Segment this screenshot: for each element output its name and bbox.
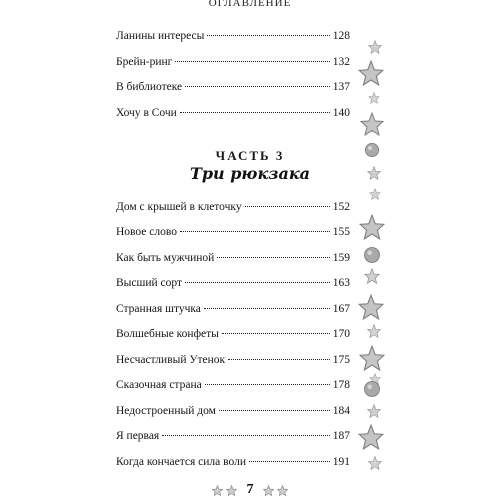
toc-entry[interactable] xyxy=(116,81,350,97)
toc-entry[interactable] xyxy=(116,56,350,72)
toc-entry-title: Брейн-ринг xyxy=(116,56,173,68)
toc-entry-page: 155 xyxy=(332,226,350,238)
toc-entry-page: 128 xyxy=(332,30,350,42)
toc-entry-title: Недостроенный дом xyxy=(116,405,216,417)
star-icon xyxy=(369,188,381,200)
toc-entry-page: 170 xyxy=(332,328,350,340)
toc-entry-title: Я первая xyxy=(116,430,160,442)
toc-entry-page: 159 xyxy=(332,252,350,264)
toc-leader-dots xyxy=(185,282,330,283)
toc-entry-page: 178 xyxy=(332,379,350,391)
toc-entry[interactable] xyxy=(116,107,350,123)
star-icon xyxy=(364,268,380,284)
toc-leader-dots xyxy=(205,384,330,385)
toc-entry-page: 137 xyxy=(332,81,350,93)
toc-entry[interactable] xyxy=(116,277,350,293)
toc-leader-dots xyxy=(180,231,330,232)
toc-entry-page: 184 xyxy=(332,405,350,417)
toc-leader-dots xyxy=(222,333,330,334)
toc-entry-page: 152 xyxy=(332,201,350,213)
toc-entry[interactable] xyxy=(116,328,350,344)
ball-icon xyxy=(364,142,380,158)
toc-leader-dots xyxy=(180,112,330,113)
toc-leader-dots xyxy=(249,461,330,462)
toc-entry[interactable] xyxy=(116,303,350,319)
part-subtitle: Три рюкзака xyxy=(189,164,311,183)
star-icon xyxy=(359,345,385,371)
star-icon xyxy=(358,60,384,86)
toc-entry-title: Высший сорт xyxy=(116,277,183,289)
toc-entry-title: Как быть мужчиной xyxy=(116,252,215,264)
toc-entry[interactable] xyxy=(116,252,350,268)
page-header: ОГЛАВЛЕНИЕ xyxy=(208,0,292,9)
toc-entry-page: 140 xyxy=(332,107,350,119)
toc-entry-title: Дом с крышей в клеточку xyxy=(116,201,242,213)
toc-leader-dots xyxy=(217,257,329,258)
toc-entry[interactable] xyxy=(116,226,350,242)
toc-entry[interactable] xyxy=(116,30,350,46)
star-icon xyxy=(358,294,384,320)
toc-entry-page: 163 xyxy=(332,277,350,289)
toc-leader-dots xyxy=(228,359,330,360)
part-title: ЧАСТЬ 3 xyxy=(215,148,285,163)
toc-entry[interactable] xyxy=(116,456,350,472)
toc-leader-dots xyxy=(185,86,330,87)
toc-leader-dots xyxy=(207,35,329,36)
star-icon xyxy=(277,485,288,496)
page-number: 7 xyxy=(246,482,254,497)
toc-entry-title: В библиотеке xyxy=(116,81,183,93)
toc-entry-title: Волшебные конфеты xyxy=(116,328,219,340)
star-icon xyxy=(367,324,381,338)
toc-entry-page: 167 xyxy=(332,303,350,315)
toc-entry-page: 191 xyxy=(332,456,350,468)
star-icon xyxy=(367,404,381,418)
toc-leader-dots xyxy=(162,435,330,436)
star-icon xyxy=(368,92,380,104)
toc-entry[interactable] xyxy=(116,201,350,217)
toc-entry-page: 187 xyxy=(332,430,350,442)
toc-entry[interactable] xyxy=(116,430,350,446)
toc-entry[interactable] xyxy=(116,354,350,370)
toc-leader-dots xyxy=(245,206,330,207)
toc-entry-title: Несчастливый Утенок xyxy=(116,354,226,366)
toc-entry-title: Странная штучка xyxy=(116,303,201,315)
star-icon xyxy=(358,424,384,450)
star-icon xyxy=(367,166,381,180)
star-icon xyxy=(368,40,382,54)
page-footer xyxy=(0,482,500,500)
toc-entry-title: Когда кончается сила воли xyxy=(116,456,246,468)
toc-entry[interactable] xyxy=(116,405,350,421)
toc-entry-title: Новое слово xyxy=(116,226,177,238)
toc-leader-dots xyxy=(204,308,330,309)
ball-icon xyxy=(363,246,381,264)
star-icon xyxy=(263,485,274,496)
star-icon xyxy=(359,214,385,240)
toc-entry-title: Сказочная страна xyxy=(116,379,202,391)
ball-icon xyxy=(363,380,381,398)
toc-entry-page: 175 xyxy=(332,354,350,366)
toc-leader-dots xyxy=(175,61,329,62)
toc-entry[interactable] xyxy=(116,379,350,395)
toc-leader-dots xyxy=(219,410,330,411)
star-icon xyxy=(368,456,382,470)
star-icon xyxy=(360,112,384,136)
toc-entry-title: Ланины интересы xyxy=(116,30,205,42)
toc-entry-page: 132 xyxy=(332,56,350,68)
toc-entry-title: Хочу в Сочи xyxy=(116,107,177,119)
